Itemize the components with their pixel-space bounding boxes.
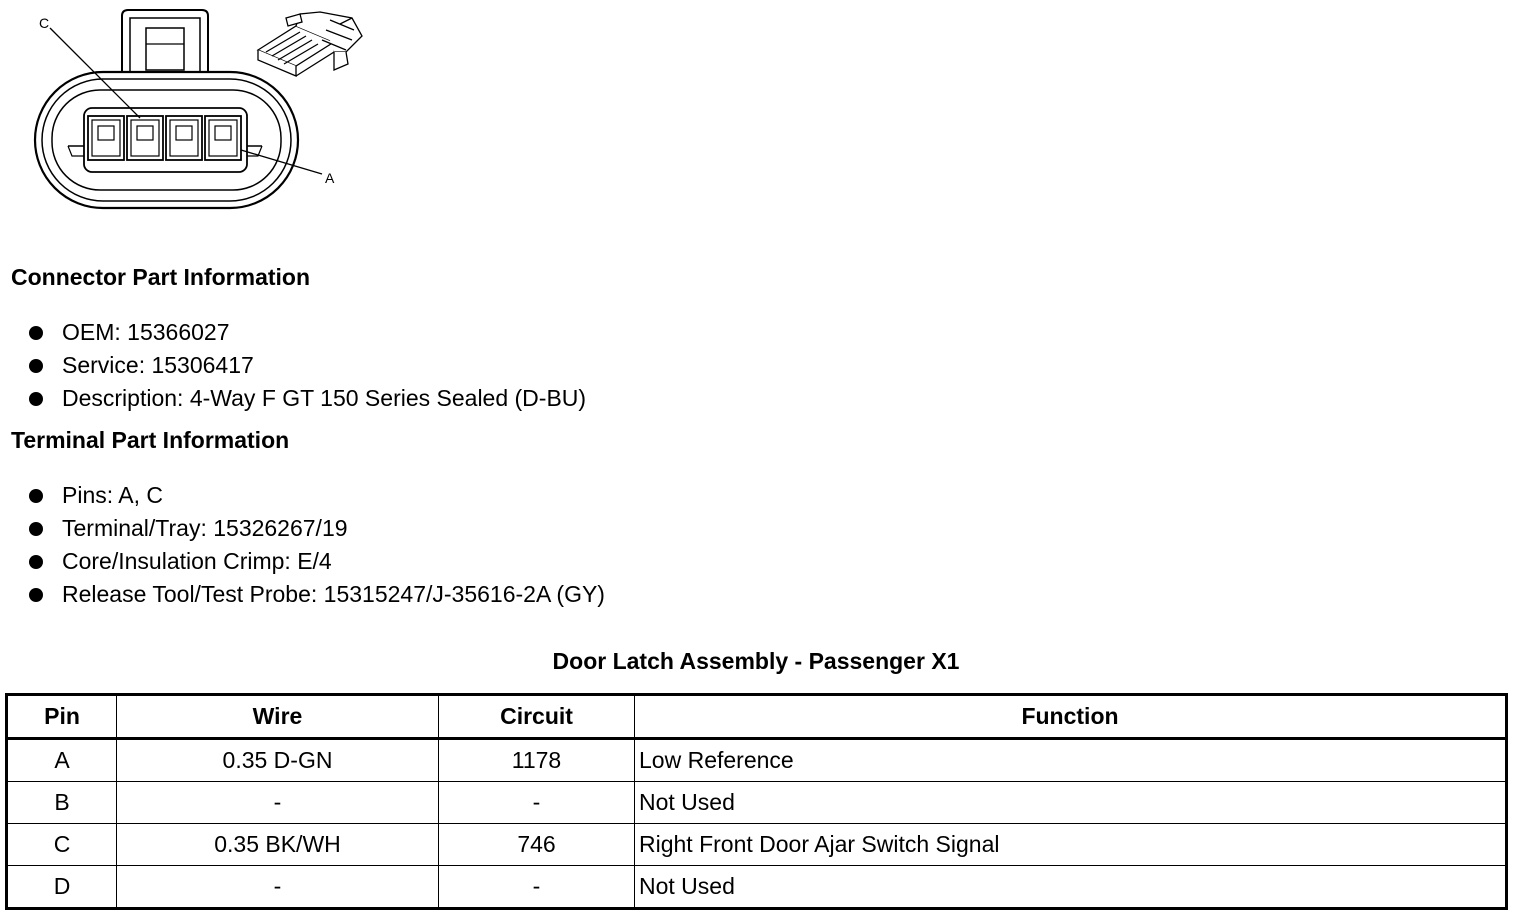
circuit-cell: 1178 (439, 739, 635, 782)
wire-cell: 0.35 D-GN (117, 739, 439, 782)
circuit-cell: - (439, 782, 635, 824)
circuit-cell: - (439, 866, 635, 909)
pin-cell: C (7, 824, 117, 866)
bullet-icon (29, 489, 43, 503)
list-item-text: Terminal/Tray: 15326267/19 (62, 515, 348, 541)
pin-c-label: C (39, 15, 50, 31)
pin-cell: A (7, 739, 117, 782)
connector-diagram (0, 0, 400, 230)
list-item (0, 349, 586, 382)
table-row (7, 824, 1507, 866)
bullet-icon (29, 522, 43, 536)
table-row (7, 739, 1507, 782)
bullet-icon (29, 555, 43, 569)
connector-isometric-icon (258, 12, 362, 76)
connector-face-drawing (0, 0, 400, 230)
wire-cell: 0.35 BK/WH (117, 824, 439, 866)
list-item-text: Pins: A, C (62, 482, 163, 508)
pinout-table-title: Door Latch Assembly - Passenger X1 (552, 648, 960, 674)
pinout-table (5, 693, 1508, 910)
list-item (0, 545, 605, 578)
list-item (0, 316, 586, 349)
function-cell: Low Reference (635, 739, 1507, 782)
bullet-icon (29, 392, 43, 406)
list-item (0, 512, 605, 545)
header-wire: Wire (117, 695, 439, 739)
pin-a-label: A (325, 170, 335, 186)
connector-part-info-list (0, 316, 586, 415)
pin-cell: D (7, 866, 117, 909)
header-function: Function (635, 695, 1507, 739)
list-item-text: OEM: 15366027 (62, 319, 230, 345)
list-item (0, 578, 605, 611)
table-row (7, 866, 1507, 909)
circuit-cell: 746 (439, 824, 635, 866)
pin-cell: B (7, 782, 117, 824)
terminal-part-info-list (0, 479, 605, 611)
header-pin: Pin (7, 695, 117, 739)
list-item (0, 382, 586, 415)
list-item-text: Release Tool/Test Probe: 15315247/J-35616-2A (GY) (62, 581, 605, 607)
header-circuit: Circuit (439, 695, 635, 739)
list-item-text: Service: 15306417 (62, 352, 254, 378)
wire-cell: - (117, 866, 439, 909)
bullet-icon (29, 326, 43, 340)
bullet-icon (29, 359, 43, 373)
connector-part-info-heading: Connector Part Information (11, 264, 311, 290)
table-header-row (7, 695, 1507, 739)
function-cell: Right Front Door Ajar Switch Signal (635, 824, 1507, 866)
table-row (7, 782, 1507, 824)
function-cell: Not Used (635, 782, 1507, 824)
bullet-icon (29, 588, 43, 602)
terminal-part-info-heading: Terminal Part Information (11, 427, 290, 453)
wire-cell: - (117, 782, 439, 824)
list-item (0, 479, 605, 512)
function-cell: Not Used (635, 866, 1507, 909)
list-item-text: Core/Insulation Crimp: E/4 (62, 548, 332, 574)
list-item-text: Description: 4-Way F GT 150 Series Sealed (D-BU) (62, 385, 587, 411)
